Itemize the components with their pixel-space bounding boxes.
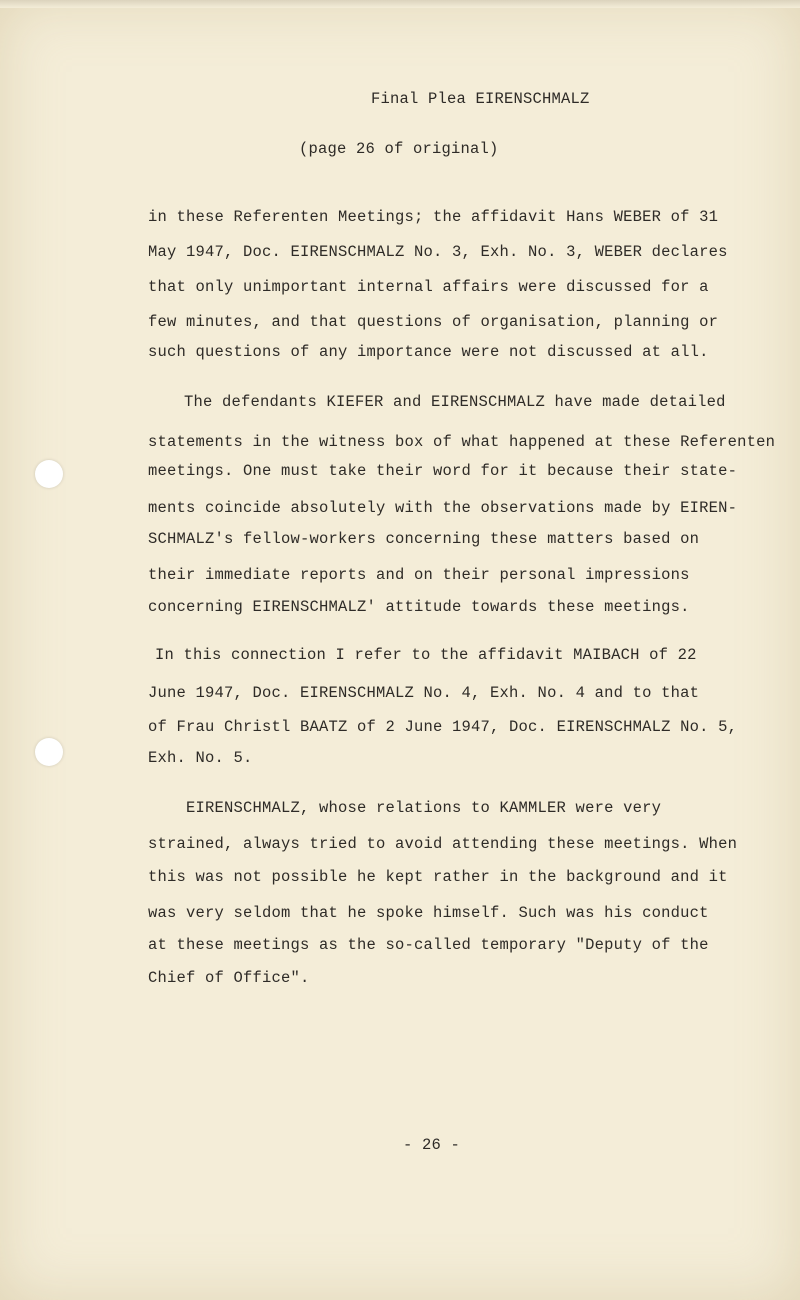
text-line: at these meetings as the so-called temporary "Deputy of the	[148, 936, 709, 954]
text-line: strained, always tried to avoid attending these meetings. When	[148, 835, 738, 853]
text-line: concerning EIRENSCHMALZ' attitude towards these meetings.	[148, 598, 690, 616]
text-line: that only unimportant internal affairs were discussed for a	[148, 278, 709, 296]
text-line: June 1947, Doc. EIRENSCHMALZ No. 4, Exh. No. 4 and to that	[148, 684, 700, 702]
text-line: In this connection I refer to the affidavit MAIBACH of 22	[155, 646, 697, 664]
text-line: SCHMALZ's fellow-workers concerning these matters based on	[148, 530, 700, 548]
text-line: statements in the witness box of what happened at these Referenten	[148, 433, 776, 451]
text-line: May 1947, Doc. EIRENSCHMALZ No. 3, Exh. No. 3, WEBER declares	[148, 243, 728, 261]
text-line: this was not possible he kept rather in the background and it	[148, 868, 728, 886]
punch-hole	[35, 460, 63, 488]
text-line: was very seldom that he spoke himself. Such was his conduct	[148, 904, 709, 922]
text-line: of Frau Christl BAATZ of 2 June 1947, Doc. EIRENSCHMALZ No. 5,	[148, 718, 738, 736]
text-line: in these Referenten Meetings; the affidavit Hans WEBER of 31	[148, 208, 719, 226]
text-line: their immediate reports and on their personal impressions	[148, 566, 690, 584]
punch-hole	[35, 738, 63, 766]
paper-edge	[0, 0, 800, 8]
original-page-reference: (page 26 of original)	[299, 140, 499, 158]
text-line: such questions of any importance were not discussed at all.	[148, 343, 709, 361]
text-line: meetings. One must take their word for it because their state-	[148, 462, 738, 480]
page-number: - 26 -	[403, 1136, 461, 1154]
text-line: EIRENSCHMALZ, whose relations to KAMMLER were very	[186, 799, 662, 817]
text-line: few minutes, and that questions of organisation, planning or	[148, 313, 719, 331]
text-line: ments coincide absolutely with the observations made by EIREN-	[148, 499, 738, 517]
text-line: Chief of Office".	[148, 969, 310, 987]
text-line: Exh. No. 5.	[148, 749, 253, 767]
document-title: Final Plea EIRENSCHMALZ	[371, 90, 590, 108]
text-line: The defendants KIEFER and EIRENSCHMALZ have made detailed	[184, 393, 726, 411]
